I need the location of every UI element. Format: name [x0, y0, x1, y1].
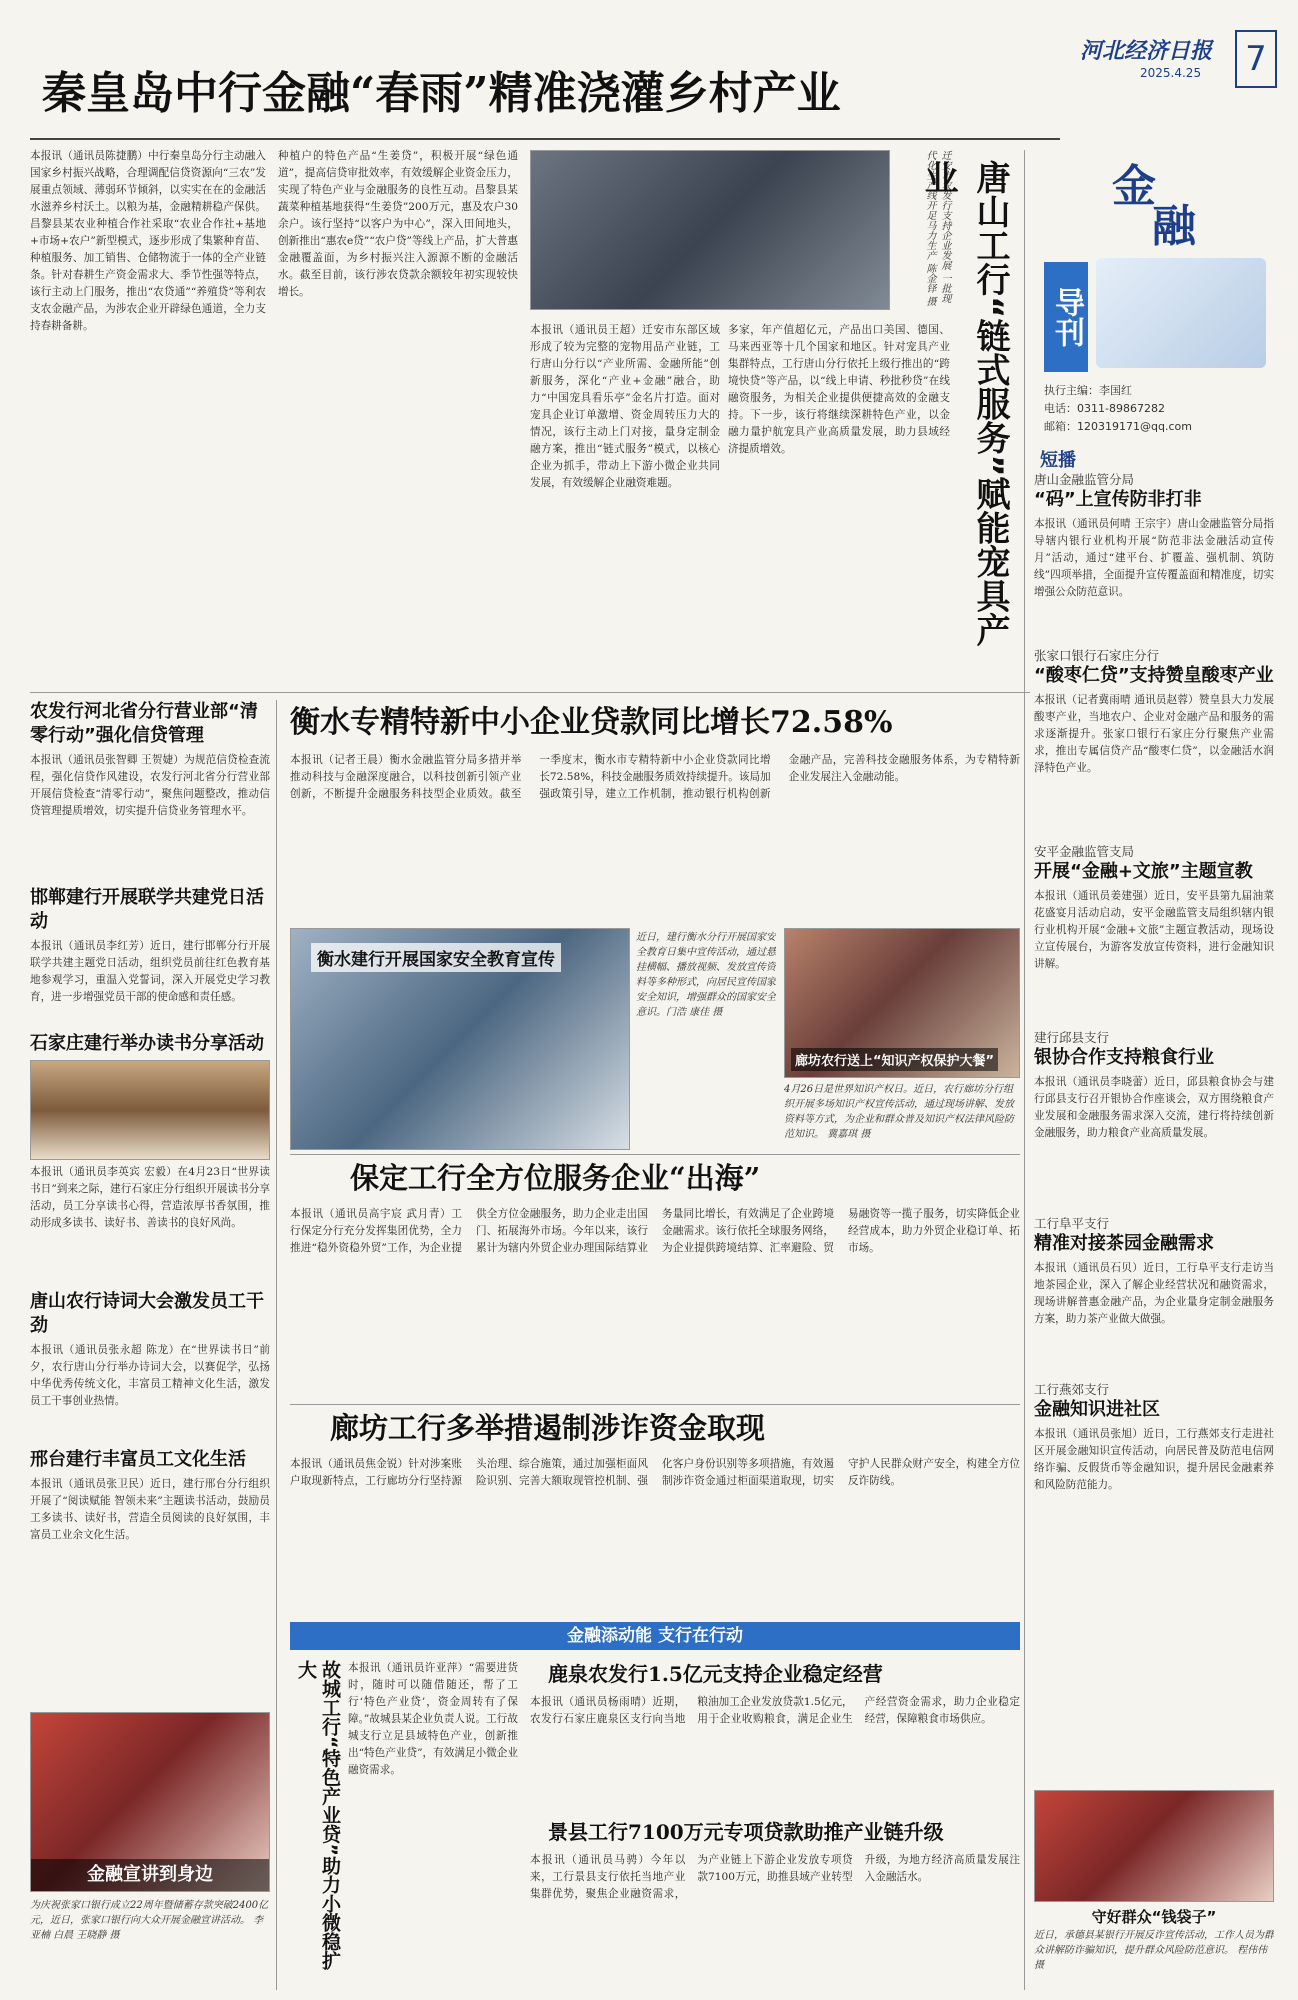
brief-title: “码”上宣传防非打非 [1034, 489, 1202, 510]
brief-title: 银协合作支持粮食行业 [1034, 1047, 1214, 1068]
news-brief [1034, 1214, 1274, 1374]
brief-org: 张家口银行石家庄分行 [1034, 648, 1160, 663]
fraud-prevention-title: 守好群众“钱袋子” [1091, 1908, 1217, 1926]
factory-photo [530, 150, 890, 310]
jingxian-text: 本报讯（通讯员马骋）今年以来，工行景县支行依托当地产业集群优势，聚焦企业融资需求，为产业链上下游企业发放专项贷款7100万元，助推县域产业转型升级，为地方经济高质量发展注入金融活水。 [530, 1854, 1020, 1900]
luquan-text: 本报讯（通讯员杨雨晴）近期，农发行石家庄鹿泉区支行向当地粮油加工企业发放贷款1.5亿元，用于企业收购粮食，满足企业生产经营资金需求，助力企业稳定经营，保障粮食市场供应。 [530, 1696, 1020, 1725]
hengshui-headline: 衡水专精特新中小企业贷款同比增长72.58% [290, 705, 893, 740]
library-photo [30, 1060, 270, 1160]
news-brief [1034, 646, 1274, 836]
security-caption: 近日，建行衡水分行开展国家安全教育日集中宣传活动，通过悬挂横幅、播放视频、发放宣传资料等多种形式，向居民宣传国家安全知识，增强群众的国家安全意识。门浩 康佳 摄 [636, 932, 776, 1018]
left-brief [30, 700, 270, 880]
page-number: 7 [1235, 30, 1277, 88]
guide-editor: 执行主编：李国红 [1044, 384, 1132, 397]
guide-box: 导刊 [1044, 262, 1088, 372]
langfang-headline: 廊坊工行多举措遏制涉诈资金取现 [330, 1411, 766, 1445]
left-brief-text: 本报讯（通讯员张永超 陈龙）在“世界读书日”前夕，农行唐山分行举办诗词大会，以赛促学，弘扬中华优秀传统文化，丰富员工精神文化生活，激发员工干事创业热情。 [30, 1344, 270, 1407]
tangshan-text-1: 本报讯（通讯员王超）迁安市东部区域形成了较为完整的宠物用品产业链，工行唐山分行以“产业所需、金融所能”创新服务，深化“产业+金融”融合，助力“中国宠具看乐亭”金名片打造。面对宠具企业订单激增、资金周转压力大的情况，该行主动上门对接，量身定制金融方案，推出“链式服务”模式，以核心企业为抓手，带动上下游小微企业共同发展，有效缓解企业融资难题。 [530, 324, 720, 489]
gucheng-text: 本报讯（通讯员许亚萍）“需要进货时，随时可以随借随还，帮了工行‘特色产业贷’，资金周转有了保障。”故城县某企业负责人说。工行故城支行立足县域特色产业，创新推出“特色产业贷”，有效满足小微企业融资需求。 [348, 1662, 518, 1776]
guide-illustration [1096, 258, 1266, 368]
brief-org: 唐山金融监管分局 [1034, 472, 1135, 487]
short-label: 短播 [1040, 450, 1076, 471]
ip-photo [784, 928, 1020, 1078]
main-headline: 秦皇岛中行金融“春雨”精准浇灌乡村产业 [42, 68, 841, 119]
news-brief [1034, 1380, 1274, 1550]
ip-caption: 4月26日是世界知识产权日。近日，农行廊坊分行组织开展多场知识产权宣传活动，通过现场讲解、发放资料等方式，为企业和群众普及知识产权法律风险防范知识。 冀嘉琪 摄 [784, 1084, 1014, 1140]
luquan-headline: 鹿泉农发行1.5亿元支持企业稳定经营 [548, 1662, 883, 1686]
bank-event-overlay: 金融宣讲到身边 [31, 1859, 269, 1891]
hengshui-text: 本报讯（记者王晨）衡水金融监管分局多措并举推动科技与金融深度融合，以科技创新引领产业创新，不断提升金融服务科技型企业质效。截至一季度末，衡水市专精特新中小企业贷款同比增长72.58%，科技金融服务质效持续提升。该局加强政策引导，建立工作机制，推动银行机构创新金融产品，完善科技金融服务体系，为专精特新企业发展注入金融动能。 [290, 754, 1020, 800]
bank-event-photo [30, 1712, 270, 1892]
right-column [1034, 470, 1274, 1770]
guide-email: 邮箱：120319171@qq.com [1044, 420, 1192, 433]
langfang-text: 本报讯（通讯员焦金锐）针对涉案账户取现新特点，工行廊坊分行坚持源头治理、综合施策，通过加强柜面风险识别、完善大额取现管控机制、强化客户身份识别等多项措施，有效遏制涉诈资金通过柜面渠道取现，切实守护人民群众财产安全，构建全方位反诈防线。 [290, 1458, 1020, 1487]
fraud-prevention-photo [1034, 1790, 1274, 1902]
brief-title: 金融知识进社区 [1034, 1399, 1160, 1420]
left-brief [30, 886, 270, 1026]
left-brief [30, 1290, 270, 1440]
news-brief [1034, 470, 1274, 640]
lead-col-2: 种植户的特色产品“生姜贷”，积极开展“绿色通道”，提高信贷审批效率，有效缓解企业资金压力，实现了特色产业与金融服务的良性互动。昌黎县某蔬菜种植基地获得“生姜贷”200万元，惠及农户30余户。该行坚持“以客户为中心”，深入田间地头，创新推出“惠农e贷”“农户贷”等线上产品，扩大普惠金融覆盖面，为乡村振兴注入源源不断的金融活水。截至目前，该行涉农贷款余额较年初实现较快增长。 [278, 150, 518, 298]
tangshan-title: 唐山工行“链式服务”赋能宠具产业 [918, 160, 1010, 647]
section-banner: 金融添动能 支行在行动 [290, 1622, 1020, 1650]
issue-date: 2025.4.25 [1140, 66, 1202, 80]
lead-col-1: 本报讯（通讯员陈捷鹏）中行秦皇岛分行主动融入国家乡村振兴战略，合理调配信贷资源向“三农”发展重点领域、薄弱环节倾斜，以实实在在的金融活水滋养乡村沃土。以粮为基，金融精耕稳产保供。昌黎县某农业种植合作社采取“农业合作社+基地+市场+农户”新型模式，逐步形成了集繁种育苗、种植服务、加工销售、仓储物流于一体的全产业链条。针对春耕生产资金需求大、季节性强等特点，该行主动上门服务，推出“农贷通”“养殖贷”等利农支农金融产品，为涉农企业开辟绿色通道，全力支持春耕备耕。 [30, 150, 266, 332]
left-brief-title: 唐山农行诗词大会激发员工干劲 [30, 1291, 264, 1336]
paper-name: 河北经济日报 [1080, 38, 1213, 64]
baoding-headline: 保定工行全方位服务企业“出海” [350, 1161, 761, 1195]
security-photo [290, 928, 630, 1150]
guide-char-a: 金 [1112, 161, 1156, 212]
brief-title: 精准对接茶园金融需求 [1034, 1233, 1214, 1254]
brief-text: 本报讯（通讯员张旭）近日，工行燕郊支行走进社区开展金融知识宣传活动，向居民普及防范电信网络诈骗、反假货币等金融知识，提升居民金融素养和风险防范能力。 [1034, 1428, 1274, 1491]
jingxian-headline: 景县工行7100万元专项贷款助推产业链升级 [548, 1820, 944, 1844]
guide-phone: 电话：0311-89867282 [1044, 402, 1165, 415]
factory-photo-caption: 迁安市农发行支持企业发展 一批现代化生产线开足马力生产 陈金铎 摄 [924, 150, 950, 307]
brief-org: 工行燕郊支行 [1034, 1382, 1110, 1397]
brief-org: 安平金融监管支局 [1034, 844, 1135, 859]
brief-org: 工行阜平支行 [1034, 1216, 1110, 1231]
brief-text: 本报讯（通讯员石贝）近日，工行阜平支行走访当地茶园企业，深入了解企业经营状况和融资需求，现场讲解普惠金融产品，为企业量身定制金融服务方案，助力茶产业做大做强。 [1034, 1262, 1274, 1325]
brief-org: 建行邱县支行 [1034, 1030, 1110, 1045]
brief-title: “酸枣仁贷”支持赞皇酸枣产业 [1034, 665, 1274, 686]
brief-text: 本报讯（记者冀雨晴 通讯员赵蓉）赞皇县大力发展酸枣产业，当地农户、企业对金融产品和服务的需求逐渐提升。张家口银行石家庄分行聚焦产业需求，推出专属信贷产品“酸枣仁贷”，以金融活水润泽特色产业。 [1034, 694, 1274, 774]
left-brief-text: 本报讯（通讯员张智卿 王贺婕）为规范信贷检查流程，强化信贷作风建设，农发行河北省分行营业部开展信贷检查“清零行动”，聚焦问题整改，推动信贷管理提质增效，切实提升信贷业务管理水平。 [30, 754, 270, 817]
tangshan-text-2: 多家，年产值超亿元，产品出口美国、德国、马来西亚等十几个国家和地区。针对宠具产业集群特点，工行唐山分行依托上级行推出的“跨境快贷”等产品，以“线上申请、秒批秒贷”在线融资服务，为相关企业提供便捷高效的金融支持。下一步，该行将继续深耕特色产业，以金融力量护航宠具产业高质量发展，助力县域经济提质增效。 [728, 324, 950, 455]
left-brief [30, 1448, 270, 1698]
news-brief [1034, 1028, 1274, 1208]
masthead [1080, 30, 1280, 92]
left-column [30, 700, 270, 1760]
left-brief [30, 1032, 270, 1282]
left-brief-text: 本报讯（通讯员李英宾 宏毅）在4月23日“世界读书日”到来之际，建行石家庄分行组织开展读书分享活动，员工分享读书心得，营造浓厚书香氛围，推动形成多读书、读好书、善读书的良好风尚。 [30, 1166, 270, 1229]
left-brief-text: 本报讯（通讯员李红芳）近日，建行邯郸分行开展联学共建主题党日活动，组织党员前往红色教育基地参观学习，重温入党誓词，深入开展党史学习教育，进一步增强党员干部的使命感和责任感。 [30, 940, 270, 1003]
ip-photo-title: 廊坊农行送上“知识产权保护大餐” [791, 1048, 998, 1071]
left-brief-title: 石家庄建行举办读书分享活动 [30, 1033, 264, 1054]
brief-text: 本报讯（通讯员姜建强）近日，安平县第九届油菜花盛宴月活动启动，安平金融监管支局组织辖内银行业机构开展“金融+文旅”主题宣教活动，现场设立宣传展台，为游客发放宣传资料，进行金融知识讲解。 [1034, 890, 1274, 970]
fraud-prevention-caption: 近日，承德县某银行开展反诈宣传活动，工作人员为群众讲解防诈骗知识，提升群众风险防范意识。 程伟伟 摄 [1034, 1930, 1274, 1971]
baoding-text: 本报讯（通讯员高宇宸 武月青）工行保定分行充分发挥集团优势，全力推进“稳外资稳外贸”工作，为企业提供全方位金融服务，助力企业走出国门、拓展海外市场。今年以来，该行累计为辖内外贸企业办理国际结算业务量同比增长，有效满足了企业跨境金融需求。该行依托全球服务网络，为企业提供跨境结算、汇率避险、贸易融资等一揽子服务，切实降低企业经营成本，助力外贸企业稳订单、拓市场。 [290, 1208, 1020, 1254]
left-brief-title: 农发行河北省分行营业部“清零行动”强化信贷管理 [30, 701, 258, 746]
brief-text: 本报讯（通讯员何晴 王宗宇）唐山金融监管分局指导辖内银行业机构开展“防范非法金融活动宣传月”活动，通过“建平台、扩覆盖、强机制、筑防线”四项举措，全面提升宣传覆盖面和精准度，切实增强公众防范意识。 [1034, 518, 1274, 598]
brief-title: 开展“金融+文旅”主题宣教 [1034, 861, 1253, 882]
brief-text: 本报讯（通讯员李晓蕾）近日，邱县粮食协会与建行邱县支行召开银协合作座谈会，双方围绕粮食产业发展和金融服务需求深入交流，建行将持续创新金融服务，助力粮食产业高质量发展。 [1034, 1076, 1274, 1139]
left-brief-title: 邢台建行丰富员工文化生活 [30, 1449, 246, 1470]
left-brief-text: 本报讯（通讯员张卫民）近日，建行邢台分行组织开展了“阅读赋能 智领未来”主题读书活动，鼓励员工多读书、读好书，营造全员阅读的良好氛围，丰富员工业余文化生活。 [30, 1478, 270, 1541]
news-brief [1034, 842, 1274, 1022]
bank-event-caption: 为庆祝张家口银行成立22周年暨储蓄存款突破2400亿元，近日，张家口银行向大众开展金融宣讲活动。 李亚楠 白晨 王晓静 摄 [30, 1900, 269, 1941]
guide-char-b: 融 [1152, 201, 1196, 252]
left-brief-title: 邯郸建行开展联学共建党日活动 [30, 887, 264, 932]
gucheng-title: 故城工行“特色产业贷”助力小微稳扩大 [295, 1660, 341, 1970]
security-photo-title: 衡水建行开展国家安全教育宣传 [311, 943, 561, 972]
